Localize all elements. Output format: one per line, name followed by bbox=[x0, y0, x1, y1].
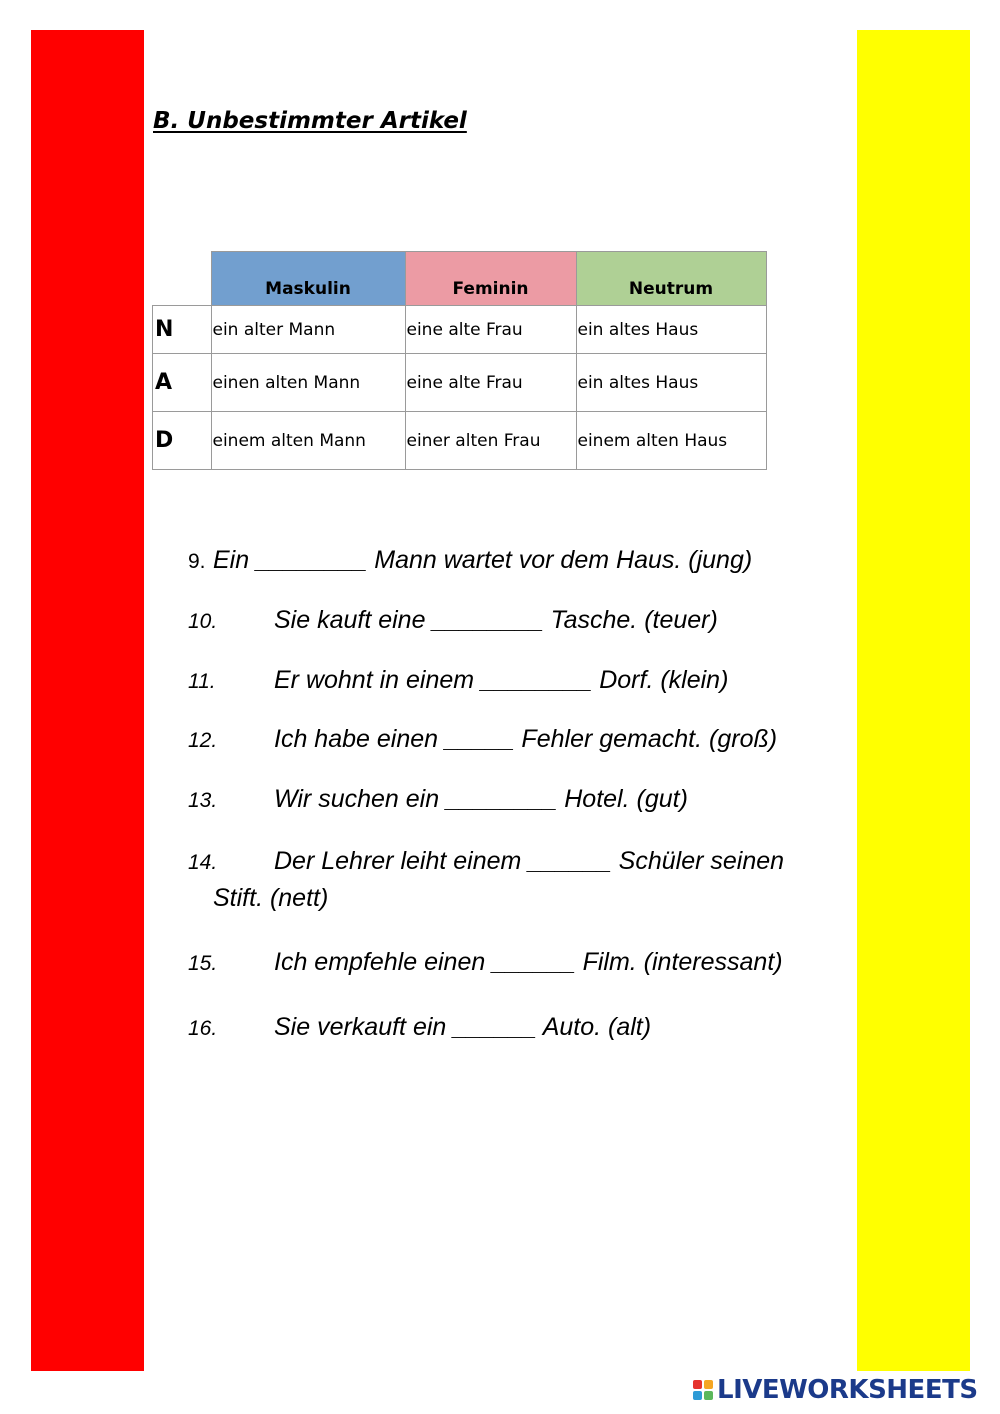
exercise-text: Sie kauft eine ________ Tasche. (teuer) bbox=[274, 606, 718, 634]
exercise-number: 15. bbox=[188, 952, 218, 975]
exercise-text: Sie verkauft ein ______ Auto. (alt) bbox=[274, 1013, 652, 1041]
exercise-number: 16. bbox=[188, 1017, 218, 1040]
exercise-item bbox=[188, 847, 785, 912]
exercise-number: 10. bbox=[188, 610, 218, 633]
table-cell: eine alte Frau bbox=[405, 306, 576, 354]
section-title: B. Unbestimmter Artikel bbox=[153, 108, 467, 134]
exercise-item bbox=[188, 1013, 651, 1042]
logo-text: LIVEWORKSHEETS bbox=[717, 1375, 978, 1405]
exercise-item bbox=[188, 666, 728, 695]
table-cell: ein alter Mann bbox=[211, 306, 405, 354]
liveworksheets-logo-icon bbox=[693, 1380, 713, 1400]
header-neutrum: Neutrum bbox=[576, 252, 766, 306]
case-label: D bbox=[153, 412, 212, 470]
table-cell: ein altes Haus bbox=[576, 306, 766, 354]
exercise-text: Ich habe einen _____ Fehler gemacht. (groß) bbox=[274, 725, 778, 753]
article-table bbox=[152, 251, 767, 470]
exercise-number: 11. bbox=[188, 670, 216, 693]
table-row bbox=[153, 412, 767, 470]
exercise-text: Er wohnt in einem ________ Dorf. (klein) bbox=[274, 666, 729, 694]
header-feminin: Feminin bbox=[405, 252, 576, 306]
table-cell: ein altes Haus bbox=[576, 354, 766, 412]
header-maskulin: Maskulin bbox=[211, 252, 405, 306]
exercise-number: 12. bbox=[188, 729, 218, 752]
exercise-text: Der Lehrer leiht einem ______ Schüler seinen bbox=[274, 847, 785, 875]
exercise-item bbox=[188, 606, 718, 635]
case-label: N bbox=[153, 306, 212, 354]
table-cell: einem alten Haus bbox=[576, 412, 766, 470]
table-cell: einem alten Mann bbox=[211, 412, 405, 470]
exercise-item bbox=[188, 546, 752, 575]
right-yellow-bar bbox=[857, 30, 970, 1371]
liveworksheets-logo bbox=[693, 1375, 978, 1405]
table-row bbox=[153, 306, 767, 354]
table-corner bbox=[153, 252, 212, 306]
exercise-number: 9. bbox=[188, 550, 206, 573]
table-row bbox=[153, 354, 767, 412]
case-label: A bbox=[153, 354, 212, 412]
exercise-item bbox=[188, 948, 783, 977]
table-cell: einen alten Mann bbox=[211, 354, 405, 412]
exercise-number: 14. bbox=[188, 851, 218, 874]
exercise-item bbox=[188, 785, 688, 814]
exercise-item bbox=[188, 725, 777, 754]
table-cell: einer alten Frau bbox=[405, 412, 576, 470]
exercise-number: 13. bbox=[188, 789, 218, 812]
left-red-bar bbox=[31, 30, 144, 1371]
exercise-text: Wir suchen ein ________ Hotel. (gut) bbox=[274, 785, 688, 813]
table-cell: eine alte Frau bbox=[405, 354, 576, 412]
exercise-text-continued: Stift. (nett) bbox=[213, 884, 329, 912]
exercise-text: Ein ________ Mann wartet vor dem Haus. (jung) bbox=[213, 546, 753, 574]
exercise-text: Ich empfehle einen ______ Film. (interessant) bbox=[274, 948, 783, 976]
